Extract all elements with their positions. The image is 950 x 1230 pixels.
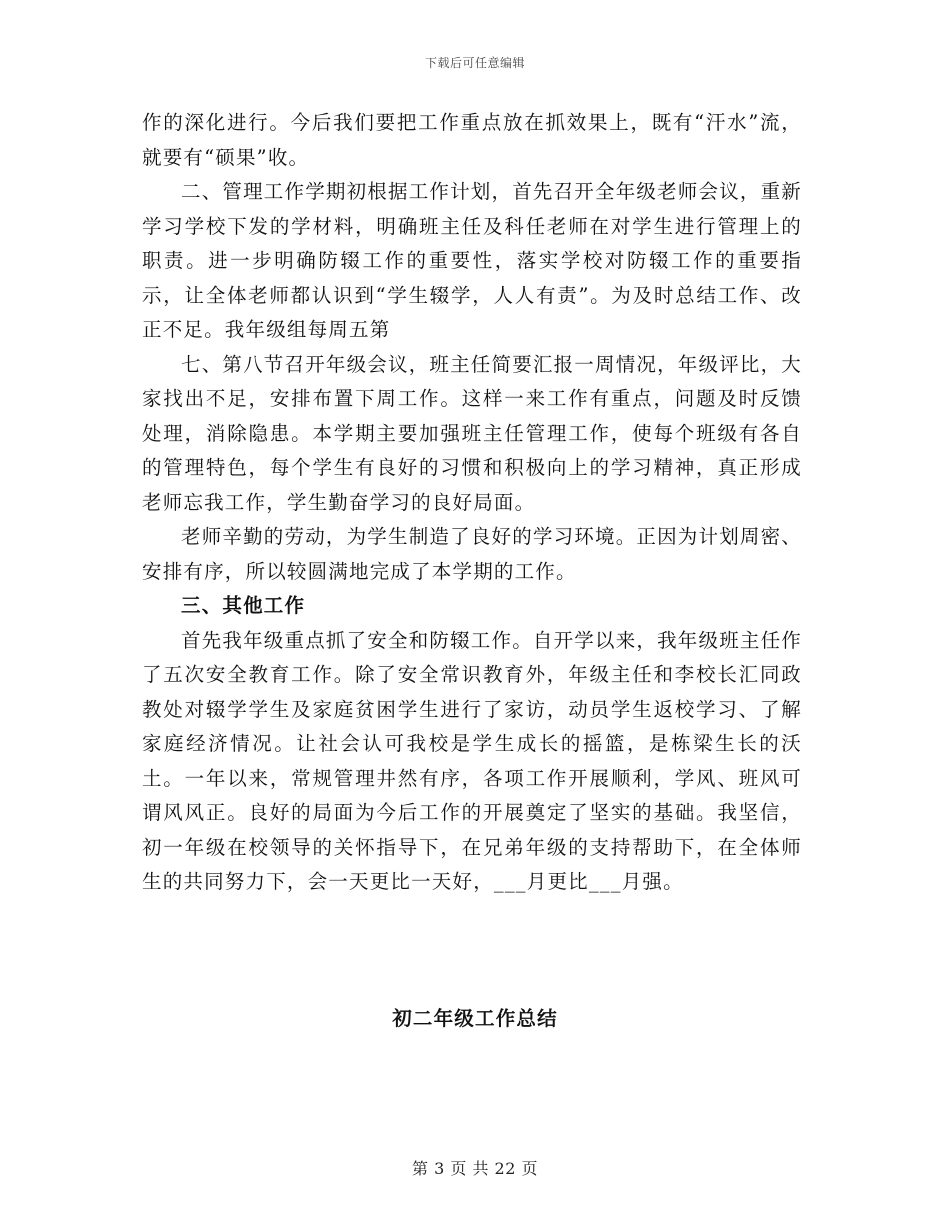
section-heading-other-work: 三、其他工作 xyxy=(181,594,306,617)
paragraph-management: 二、管理工作学期初根据工作计划，首先召开全年级老师会议，重新学习学校下发的学材料，明确班主任及科任老师在对学生进行管理上的职责。进一步明确防辍工作的重要性，落实学校对防辍工作的重要指示，让全体老师都认识到“学生辍学，人人有责”。为及时总结工作、改正不足。我年级组每周五第 xyxy=(142,180,803,341)
document-body xyxy=(142,106,802,900)
paragraph-continuation: 作的深化进行。今后我们要把工作重点放在抓效果上，既有“汗水”流，就要有“硕果”收。 xyxy=(142,111,802,169)
page-footer: 第 3 页 共 22 页 xyxy=(412,1159,538,1178)
paragraph-weekly-meeting: 七、第八节召开年级会议，班主任简要汇报一周情况，年级评比，大家找出不足，安排布置下周工作。这样一来工作有重点，问题及时反馈处理，消除隐患。本学期主要加强班主任管理工作，使每个班级有各自的管理特色，每个学生有良好的习惯和积极向上的学习精神，真正形成老师忘我工作，学生勤奋学习的良好局面。 xyxy=(142,352,803,514)
paragraph-teachers: 老师辛勤的劳动，为学生制造了良好的学习环境。正因为计划周密、安排有序，所以较圆满地完成了本学期的工作。 xyxy=(142,525,803,583)
paragraph-safety: 首先我年级重点抓了安全和防辍工作。自开学以来，我年级班主任作了五次安全教育工作。除了安全常识教育外，年级主任和李校长汇同政教处对辍学学生及家庭贫困学生进行了家访，动员学生返校学习、了解家庭经济情况。让社会认可我校是学生成长的摇篮，是栋梁生长的沃土。一年以来，常规管理井然有序，各项工作开展顺利，学风、班风可谓风风正。良好的局面为今后工作的开展奠定了坚实的基础。我坚信，初一年级在校领导的关怀指导下，在兄弟年级的支持帮助下，在全体师生的共同努力下，会一天更比一天好，___月更比___月强。 xyxy=(142,628,803,893)
document-title: 初二年级工作总结 xyxy=(392,1007,558,1030)
header-note: 下载后可任意编辑 xyxy=(424,56,525,70)
